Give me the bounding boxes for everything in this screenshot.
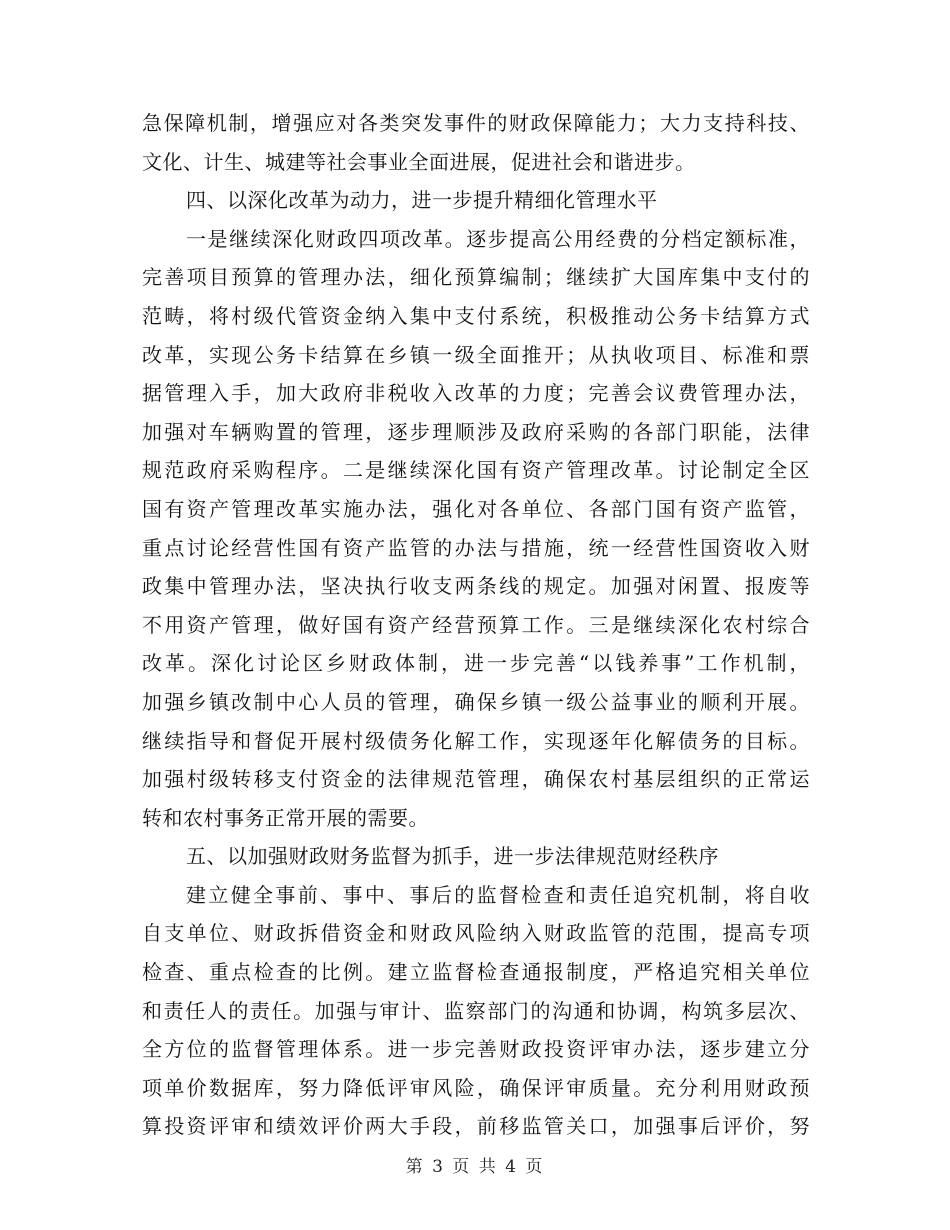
body-text-line: 据管理入手，加大政府非税收入改革的力度；完善会议费管理办法， xyxy=(142,381,810,406)
body-text-line: 一是继续深化财政四项改革。逐步提高公用经费的分档定额标准， xyxy=(186,226,810,251)
body-text-line: 政集中管理办法，坚决执行收支两条线的规定。加强对闲置、报废等 xyxy=(142,574,810,599)
body-text-line: 改革，实现公务卡结算在乡镇一级全面推开；从执收项目、标准和票 xyxy=(142,342,810,367)
page-footer: 第 3 页 共 4 页 xyxy=(405,1157,545,1177)
body-text-line: 加强对车辆购置的管理，逐步理顺涉及政府采购的各部门职能，法律 xyxy=(142,419,810,444)
body-text-line: 急保障机制，增强应对各类突发事件的财政保障能力；大力支持科技、 xyxy=(142,111,810,135)
body-text-line: 四、以深化改革为动力，进一步提升精细化管理水平 xyxy=(186,188,658,213)
body-text-line: 检查、重点检查的比例。建立监督检查通报制度，严格追究相关单位 xyxy=(142,960,810,985)
body-text-line: 和责任人的责任。加强与审计、监察部门的沟通和协调，构筑多层次、 xyxy=(142,998,810,1023)
body-text-line: 项单价数据库，努力降低评审风险，确保评审质量。充分利用财政预 xyxy=(142,1075,810,1100)
body-text-line: 算投资评审和绩效评价两大手段，前移监管关口，加强事后评价，努 xyxy=(142,1114,810,1139)
body-text-line: 规范政府采购程序。二是继续深化国有资产管理改革。讨论制定全区 xyxy=(142,458,810,483)
body-text-line: 建立健全事前、事中、事后的监督检查和责任追究机制，将自收 xyxy=(186,882,810,907)
document-body xyxy=(142,104,810,1146)
body-text-line: 文化、计生、城建等社会事业全面进展，促进社会和谐进步。 xyxy=(142,149,696,174)
body-text-line: 改革。深化讨论区乡财政体制，进一步完善“以钱养事”工作机制， xyxy=(142,651,810,676)
body-text-line: 重点讨论经营性国有资产监管的办法与措施，统一经营性国资收入财 xyxy=(142,535,810,560)
body-text-line: 继续指导和督促开展村级债务化解工作，实现逐年化解债务的目标。 xyxy=(142,728,810,753)
body-text-line: 五、以加强财政财务监督为抓手，进一步法律规范财经秩序 xyxy=(186,844,719,869)
body-text-line: 完善项目预算的管理办法，细化预算编制；继续扩大国库集中支付的 xyxy=(142,265,810,290)
body-text-line: 加强乡镇改制中心人员的管理，确保乡镇一级公益事业的顺利开展。 xyxy=(142,689,810,714)
body-text-line: 不用资产管理，做好国有资产经营预算工作。三是继续深化农村综合 xyxy=(142,612,810,637)
body-text-line: 加强村级转移支付资金的法律规范管理，确保农村基层组织的正常运 xyxy=(142,767,810,792)
body-text-line: 转和农村事务正常开展的需要。 xyxy=(142,805,429,830)
body-text-line: 自支单位、财政拆借资金和财政风险纳入财政监管的范围，提高专项 xyxy=(142,921,810,946)
body-text-line: 国有资产管理改革实施办法，强化对各单位、各部门国有资产监管， xyxy=(142,496,810,521)
body-text-line: 范畴，将村级代管资金纳入集中支付系统，积极推动公务卡结算方式 xyxy=(142,303,810,328)
body-text-line: 全方位的监督管理体系。进一步完善财政投资评审办法，逐步建立分 xyxy=(142,1037,810,1062)
